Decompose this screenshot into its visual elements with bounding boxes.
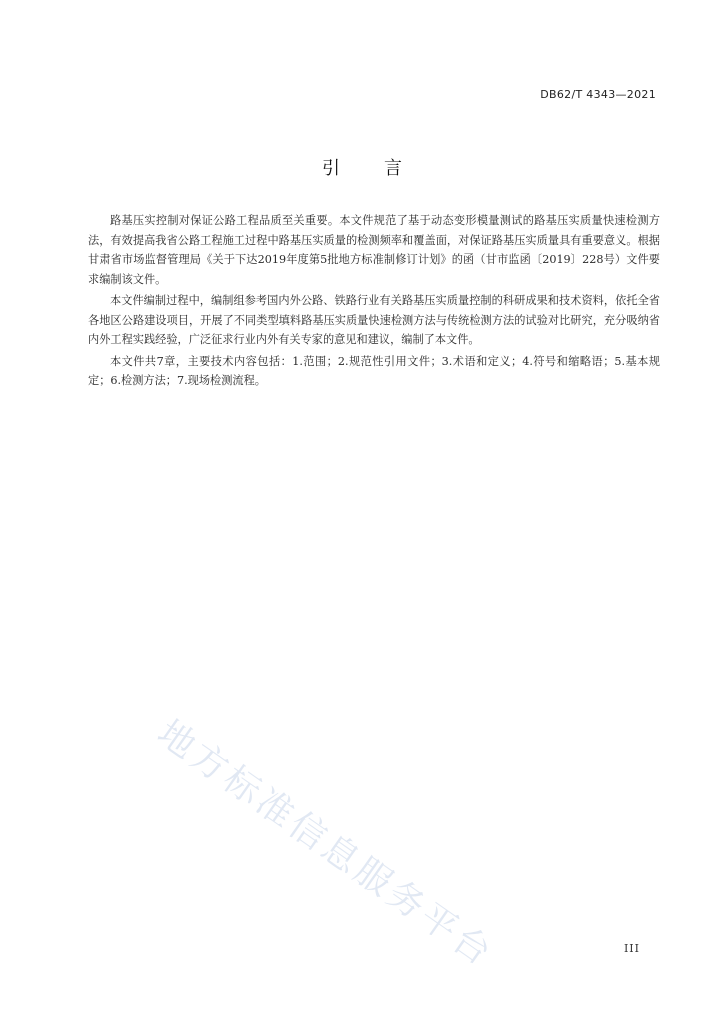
document-code: DB62/T 4343—2021 (540, 88, 656, 101)
paragraph-purpose: 路基压实控制对保证公路工程品质至关重要。本文件规范了基于动态变形模量测试的路基压实质量快速检测方法，有效提高我省公路工程施工过程中路基压实质量的检测频率和覆盖面，对保证路基压实质量具有重要意义。根据甘肃省市场监督管理局《关于下达2019年度第5批地方标准制修订计划》的函（甘市监函〔2019〕228号）文件要求编制该文件。 (88, 214, 660, 286)
introduction-body (88, 211, 660, 393)
paragraph-contents: 本文件共7章，主要技术内容包括：1.范围；2.规范性引用文件；3.术语和定义；4.符号和缩略语；5.基本规定；6.检测方法；7.现场检测流程。 (88, 354, 660, 387)
paragraph-process: 本文件编制过程中，编制组参考国内外公路、铁路行业有关路基压实质量控制的科研成果和技术资料，依托全省各地区公路建设项目，开展了不同类型填料路基压实质量快速检测方法与传统检测方法的试验对比研究，充分吸纳省内外工程实践经验，广泛征求行业内外有关专家的意见和建议，编制了本文件。 (88, 294, 660, 346)
page-number: III (623, 942, 640, 955)
page-title: 引言 (322, 158, 446, 179)
watermark-text: 地方标准信息服务平台 (149, 712, 502, 976)
